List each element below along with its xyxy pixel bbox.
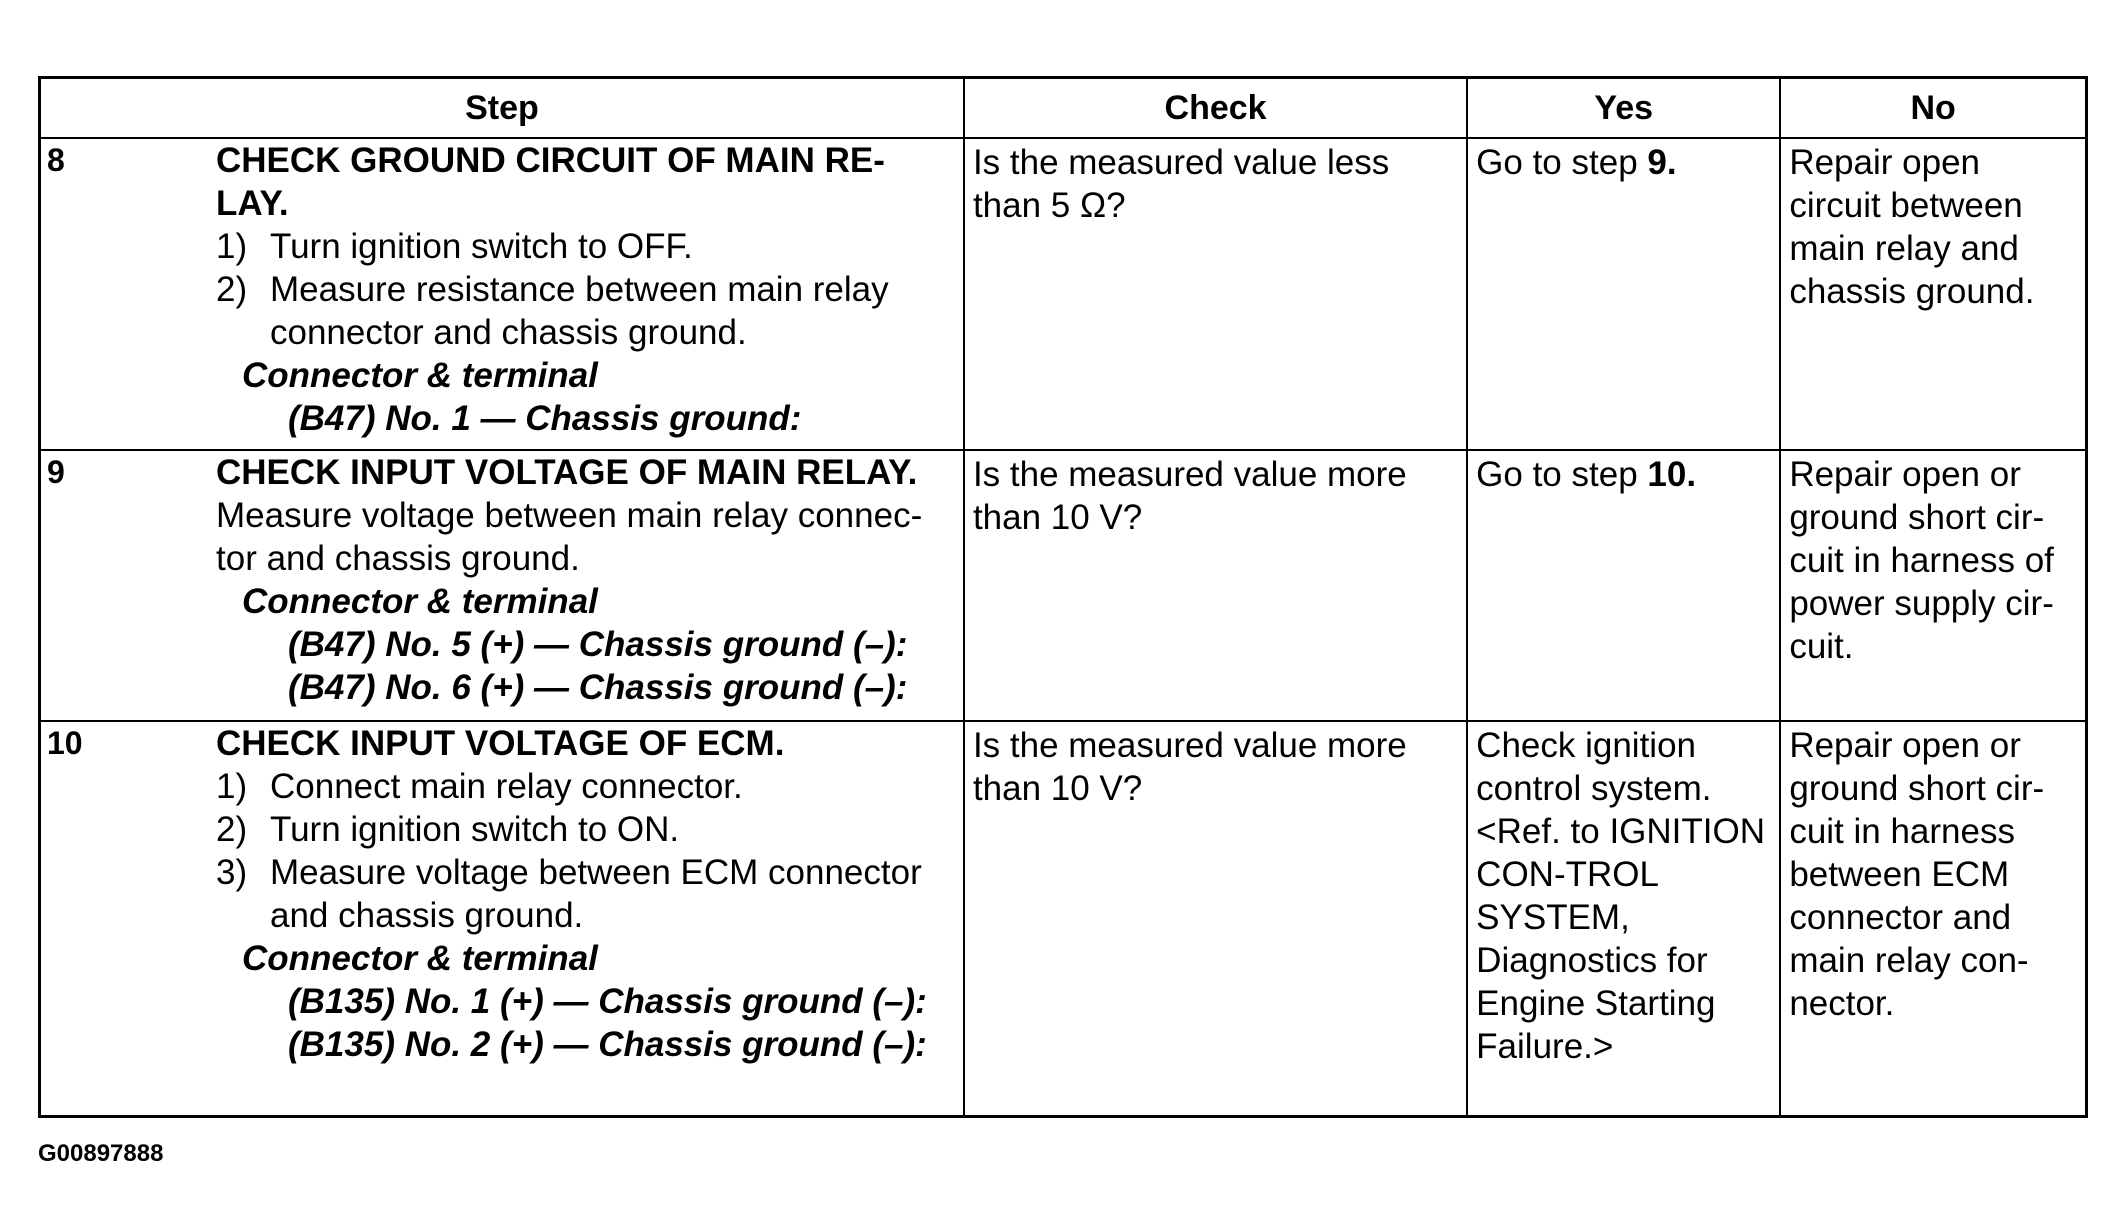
- yes-cell: [1467, 138, 1780, 450]
- step-number: 10: [47, 725, 83, 762]
- no-cell: [1780, 721, 2086, 1116]
- check-cell: [964, 450, 1467, 721]
- substep: 2) Measure resistance between main relay connector and chassis ground.: [216, 270, 889, 352]
- connector-heading: Connector & terminal: [242, 581, 598, 621]
- substep-list: [216, 225, 957, 354]
- header-check: Check: [964, 78, 1467, 139]
- header-step: Step: [40, 78, 964, 139]
- connector-line: (B135) No. 2 (+) — Chassis ground (–):: [288, 1025, 927, 1065]
- step-number: 8: [47, 142, 65, 178]
- connector-line: (B47) No. 1 — Chassis ground:: [288, 399, 802, 438]
- step-title-line: LAY.: [216, 184, 289, 223]
- no-cell: [1780, 450, 2086, 721]
- connector-line: (B47) No. 6 (+) — Chassis ground (–):: [288, 667, 908, 707]
- yes-step-ref: 9.: [1647, 143, 1677, 182]
- table-row-step-9: [40, 450, 2087, 721]
- step-body-line: tor and chassis ground.: [216, 538, 580, 578]
- yes-text: Go to step 10.: [1476, 454, 1697, 494]
- table-row-step-10: [40, 721, 2087, 1116]
- check-text: Is the measured value less than 5 Ω?: [972, 143, 1390, 225]
- check-text: Is the measured value more than 10 V?: [972, 454, 1407, 537]
- table-header-row: [40, 78, 2087, 139]
- header-no: No: [1780, 78, 2086, 139]
- check-cell: [964, 138, 1467, 450]
- no-text: Repair open or ground short cir-cuit in harness of power supply cir-cuit.: [1789, 454, 2054, 666]
- step-title-line: CHECK INPUT VOLTAGE OF ECM.: [216, 724, 785, 764]
- step-number: 9: [47, 453, 65, 490]
- step-cell: [40, 721, 964, 1116]
- step-title-line: CHECK GROUND CIRCUIT OF MAIN RE-: [216, 141, 885, 180]
- no-text: Repair open or ground short cir-cuit in harness between ECM connector and main relay con-nector.: [1789, 726, 2045, 1024]
- substep: 3) Measure voltage between ECM connector and chassis ground.: [216, 853, 922, 936]
- diagnostic-table: [38, 76, 2088, 1118]
- check-text: Is the measured value more than 10 V?: [972, 726, 1407, 809]
- connector-line: (B47) No. 5 (+) — Chassis ground (–):: [288, 624, 908, 664]
- check-cell: [964, 721, 1467, 1116]
- connector-heading: Connector & terminal: [242, 356, 598, 395]
- connector-line: (B135) No. 1 (+) — Chassis ground (–):: [288, 982, 927, 1022]
- step-cell: [40, 450, 964, 721]
- connector-heading: Connector & terminal: [242, 939, 598, 979]
- step-body: [216, 139, 963, 440]
- substep-list: [216, 765, 957, 937]
- step-body-line: Measure voltage between main relay connec-: [216, 495, 923, 535]
- header-yes: Yes: [1467, 78, 1780, 139]
- yes-step-ref: 10.: [1647, 454, 1697, 494]
- substep: 1) Turn ignition switch to OFF.: [216, 227, 693, 266]
- table-row-step-8: [40, 138, 2087, 450]
- substep: 2) Turn ignition switch to ON.: [216, 810, 680, 850]
- yes-text: Go to step 9.: [1476, 143, 1677, 182]
- figure-id: G00897888: [38, 1140, 164, 1167]
- step-title-line: CHECK INPUT VOLTAGE OF MAIN RELAY.: [216, 452, 918, 492]
- step-body: [216, 451, 963, 709]
- yes-text: Check ignition control system. <Ref. to IGNITION CON-TROL SYSTEM, Diagnostics for Engine Starting Failure.>: [1476, 726, 1765, 1067]
- yes-cell: [1467, 450, 1780, 721]
- step-cell: [40, 138, 964, 450]
- no-text: Repair open circuit between main relay and chassis ground.: [1789, 143, 2035, 311]
- yes-cell: [1467, 721, 1780, 1116]
- substep: 1) Connect main relay connector.: [216, 767, 743, 807]
- step-body: [216, 722, 963, 1066]
- no-cell: [1780, 138, 2086, 450]
